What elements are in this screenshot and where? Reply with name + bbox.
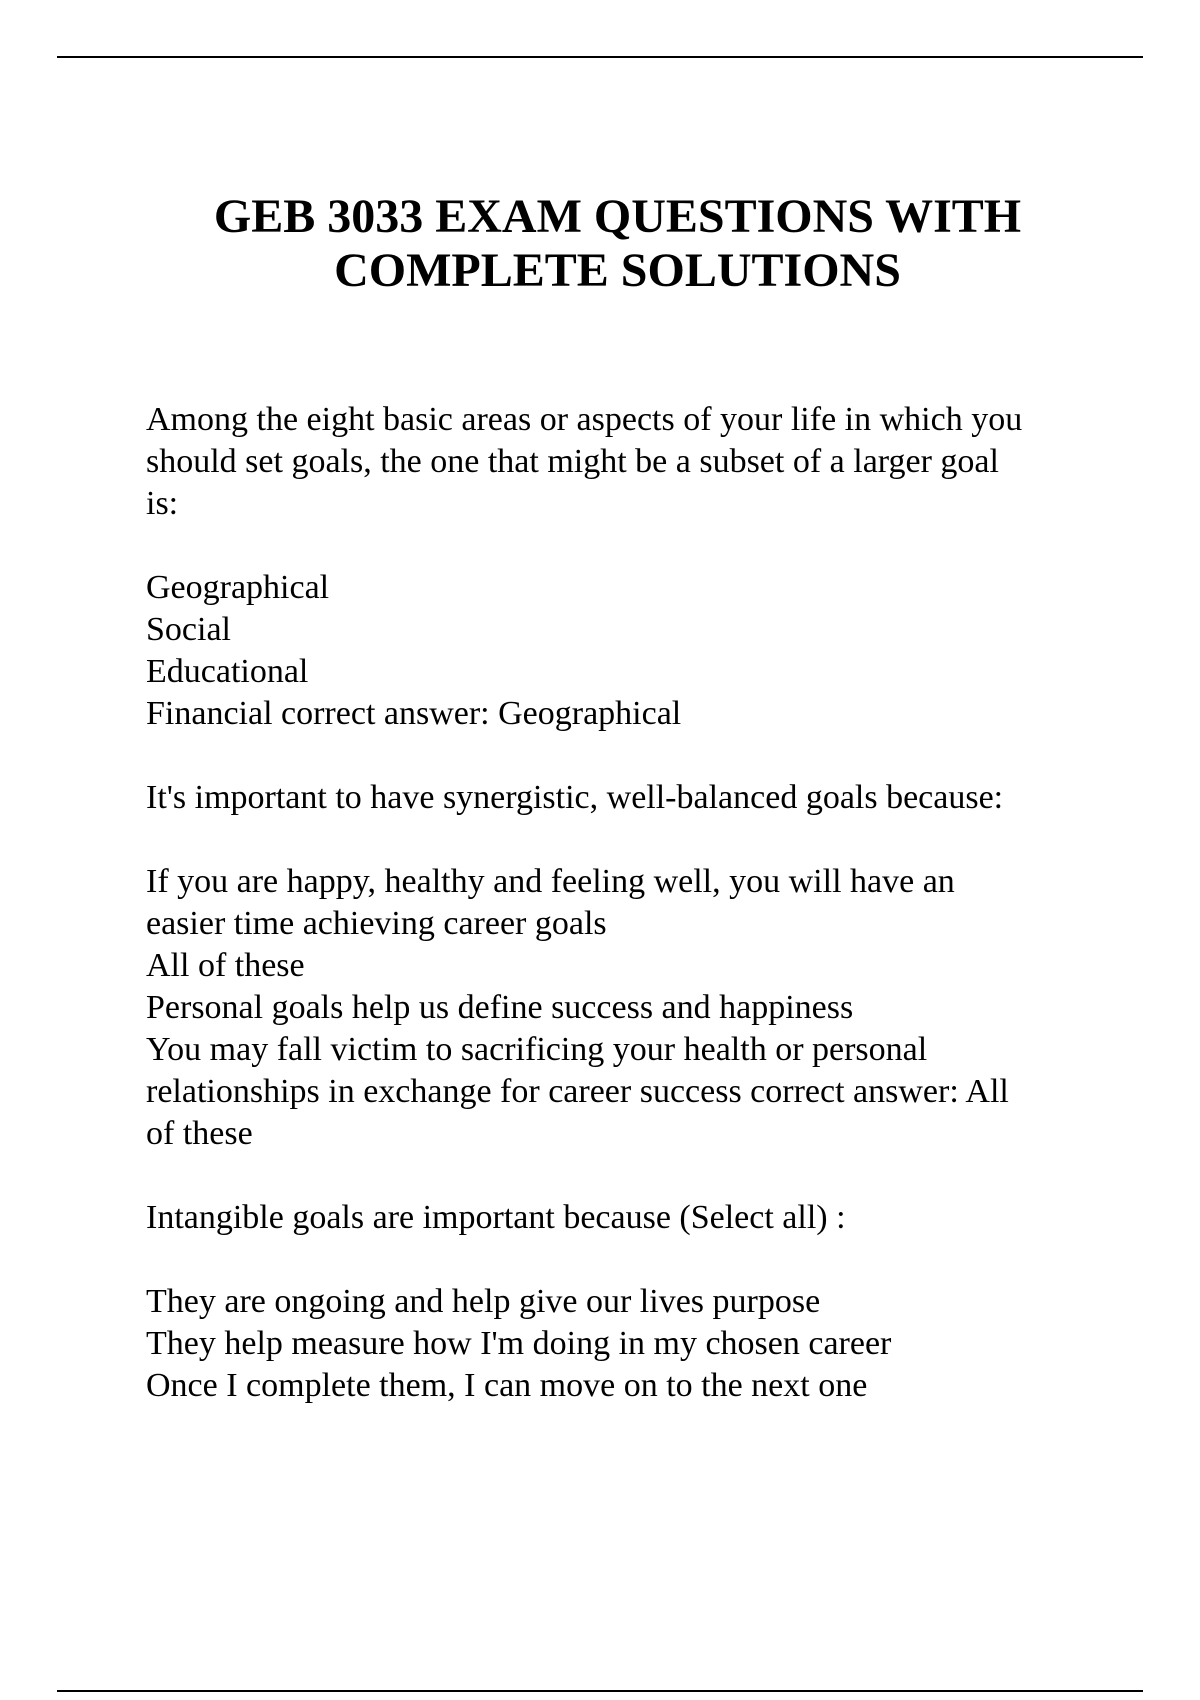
answer-option-line: They are ongoing and help give our lives purpose bbox=[146, 1283, 821, 1320]
answer-option-line: relationships in exchange for career success correct answer: All bbox=[146, 1073, 1009, 1110]
question-block bbox=[146, 1197, 1146, 1407]
question-prompt-line: is: bbox=[146, 485, 179, 522]
answer-option-line: easier time achieving career goals bbox=[146, 905, 607, 942]
paragraph-gap bbox=[146, 1239, 1146, 1281]
answer-option-line: All of these bbox=[146, 947, 305, 984]
question-prompt-line: should set goals, the one that might be a subset of a larger goal bbox=[146, 443, 999, 480]
document-body bbox=[146, 399, 1146, 1407]
question-block bbox=[146, 777, 1146, 1155]
title-line: GEB 3033 EXAM QUESTIONS WITH bbox=[213, 190, 1022, 243]
answer-option-line: Once I complete them, I can move on to the next one bbox=[146, 1367, 868, 1404]
paragraph-gap bbox=[146, 525, 1146, 567]
paragraph-gap bbox=[146, 735, 1146, 777]
paragraph-gap bbox=[146, 1155, 1146, 1197]
answer-option-line: If you are happy, healthy and feeling well, you will have an bbox=[146, 863, 955, 900]
answer-option-line: You may fall victim to sacrificing your health or personal bbox=[146, 1031, 928, 1068]
answer-option-line: Social bbox=[146, 611, 231, 648]
question-prompt-line: Intangible goals are important because (Select all) : bbox=[146, 1199, 846, 1236]
title-line: COMPLETE SOLUTIONS bbox=[334, 244, 901, 297]
answer-option-line: Educational bbox=[146, 653, 309, 690]
footer-rule bbox=[57, 1690, 1143, 1692]
question-block bbox=[146, 399, 1146, 735]
answer-option-line: Financial correct answer: Geographical bbox=[146, 695, 682, 732]
question-prompt-line: It's important to have synergistic, well-balanced goals because: bbox=[146, 779, 1004, 816]
answer-option-line: They help measure how I'm doing in my chosen career bbox=[146, 1325, 892, 1362]
document-title bbox=[0, 190, 1200, 298]
answer-option-line: Personal goals help us define success and happiness bbox=[146, 989, 854, 1026]
question-prompt-line: Among the eight basic areas or aspects of your life in which you bbox=[146, 401, 1023, 438]
answer-option-line: of these bbox=[146, 1115, 253, 1152]
answer-option-line: Geographical bbox=[146, 569, 330, 606]
paragraph-gap bbox=[146, 819, 1146, 861]
header-rule bbox=[57, 56, 1143, 58]
